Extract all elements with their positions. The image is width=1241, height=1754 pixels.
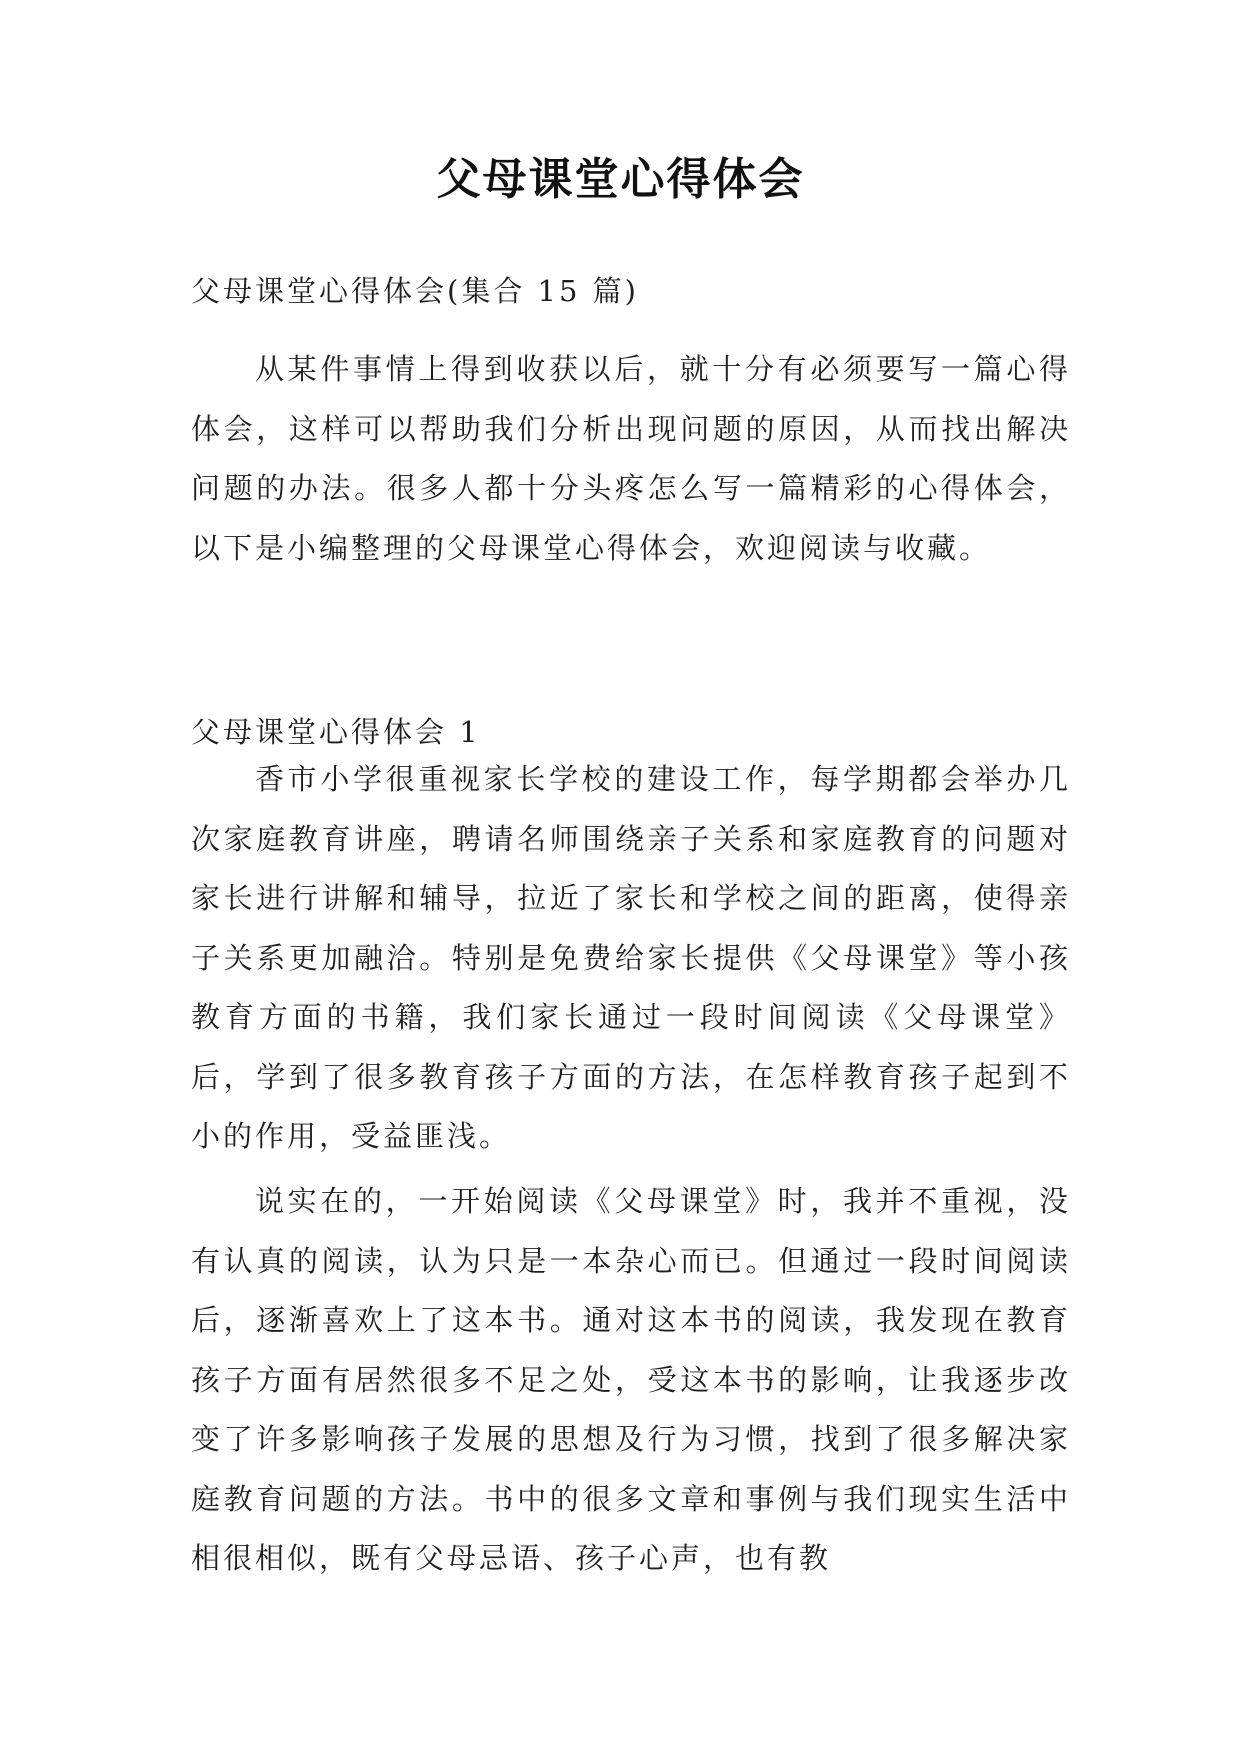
section-1-paragraph-2-block bbox=[191, 1172, 1071, 1589]
document-title: 父母课堂心得体会 bbox=[436, 154, 805, 205]
section-1-paragraph-2: 说实在的，一开始阅读《父母课堂》时，我并不重视，没有认真的阅读，认为只是一本杂心而已。但通过一段时间阅读后，逐渐喜欢上了这本书。通对这本书的阅读，我发现在教育孩子方面有居然很多不足之处，受这本书的影响，让我逐步改变了许多影响孩子发展的思想及行为习惯，找到了很多解决家庭教育问题的方法。书中的很多文章和事例与我们现实生活中相很相似，既有父母忌语、孩子心声，也有教 bbox=[191, 1184, 1071, 1575]
intro-paragraph-block bbox=[191, 340, 1071, 578]
section-1-paragraph-1-block bbox=[191, 750, 1071, 1167]
section-1-heading: 父母课堂心得体会 1 bbox=[191, 715, 481, 749]
section-1-paragraph-1: 香市小学很重视家长学校的建设工作，每学期都会举办几次家庭教育讲座，聘请名师围绕亲子关系和家庭教育的问题对家长进行讲解和辅导，拉近了家长和学校之间的距离，使得亲子关系更加融洽。特别是免费给家长提供《父母课堂》等小孩教育方面的书籍，我们家长通过一段时间阅读《父母课堂》后，学到了很多教育孩子方面的方法，在怎样教育孩子起到不小的作用，受益匪浅。 bbox=[191, 762, 1071, 1153]
intro-paragraph: 从某件事情上得到收获以后，就十分有必须要写一篇心得体会，这样可以帮助我们分析出现问题的原因，从而找出解决问题的办法。很多人都十分头疼怎么写一篇精彩的心得体会，以下是小编整理的父母课堂心得体会，欢迎阅读与收藏。 bbox=[191, 352, 1071, 565]
intro-heading: 父母课堂心得体会(集合 15 篇) bbox=[191, 274, 639, 308]
intro-heading-block bbox=[191, 262, 1071, 322]
